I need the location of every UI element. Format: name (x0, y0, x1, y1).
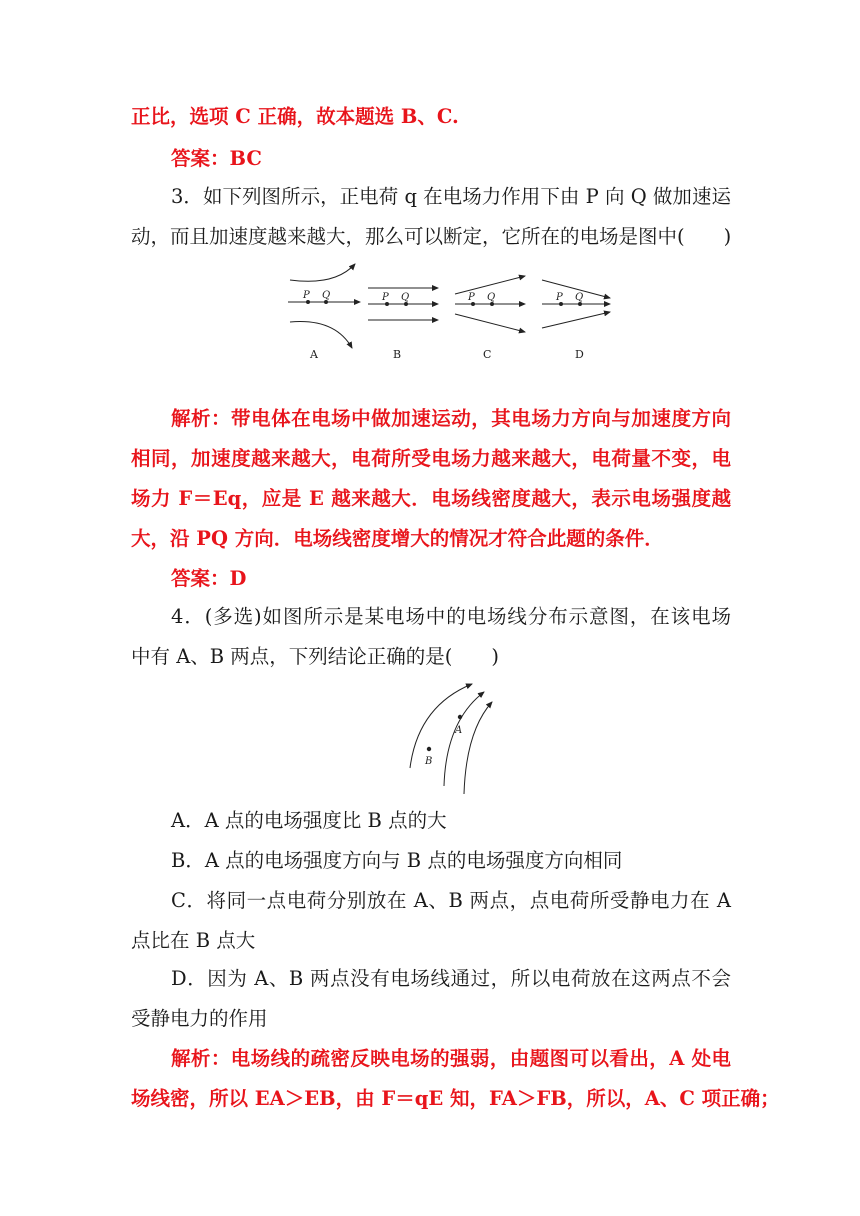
q3-label-p: P (556, 292, 563, 303)
q4-stem-line1: 4．(多选)如图所示是某电场中的电场线分布示意图，在该电场 (171, 605, 731, 628)
q4-analysis-line1: 解析：电场线的疏密反映电场的强弱，由题图可以看出，A 处电 (171, 1047, 731, 1070)
q4-label-b: B (425, 756, 433, 767)
q3-label-q: Q (401, 292, 410, 303)
q3-label-q: Q (322, 290, 331, 301)
q3-charge-points (306, 300, 582, 306)
q3-panel-d-lines (542, 280, 610, 328)
q3-stem-line1: 3．如下列图所示，正电荷 q 在电场力作用下由 P 向 Q 做加速运 (171, 185, 731, 208)
q3-analysis-line1: 解析：带电体在电场中做加速运动，其电场力方向与加速度方向 (171, 407, 731, 430)
q3-panel-label-c: C (483, 348, 492, 361)
q4-option-a: A．A 点的电场强度比 B 点的大 (171, 809, 447, 832)
q3-analysis-line4: 大，沿 PQ 方向．电场线密度增大的情况才符合此题的条件． (131, 527, 664, 550)
q4-analysis-line2: 场线密，所以 EA＞EB，由 F＝qE 知，FA＞FB，所以，A、C 项正确； (131, 1087, 780, 1110)
q4-field-line-figure (400, 676, 510, 798)
q3-label-p: P (382, 292, 389, 303)
q4-option-d-line2: 受静电力的作用 (131, 1007, 268, 1030)
q3-analysis-line3: 场力 F＝Eq，应是 E 越来越大．电场线密度越大，表示电场强度越 (131, 487, 731, 510)
q4-option-d-line1: D．因为 A、B 两点没有电场线通过，所以电荷放在这两点不会 (171, 967, 731, 990)
q3-label-q: Q (575, 292, 584, 303)
q4-point-a (458, 715, 462, 719)
q3-panel-label-a: A (310, 348, 318, 361)
q3-answer: 答案：D (171, 567, 247, 590)
q3-label-p: P (303, 290, 310, 301)
q3-field-line-figure (280, 258, 620, 368)
q4-option-c-line2: 点比在 B 点大 (131, 929, 256, 952)
q3-label-p: P (468, 292, 475, 303)
q4-label-a: A (455, 725, 463, 736)
q2-solution-tail: 正比，选项 C 正确，故本题选 B、C. (131, 105, 459, 128)
q3-stem-line2: 动，而且加速度越来越大，那么可以断定，它所在的电场是图中( ) (131, 225, 732, 248)
q4-option-c-line1: C．将同一点电荷分别放在 A、B 两点，点电荷所受静电力在 A (171, 889, 731, 912)
q4-option-b: B．A 点的电场强度方向与 B 点的电场强度方向相同 (171, 849, 623, 872)
q4-point-b (427, 747, 431, 751)
q2-answer: 答案：BC (171, 147, 262, 170)
q4-stem-line2: 中有 A、B 两点，下列结论正确的是( ) (131, 645, 500, 668)
q3-panel-label-d: D (575, 348, 584, 361)
q3-analysis-line2: 相同，加速度越来越大，电荷所受电场力越来越大，电荷量不变，电 (131, 447, 731, 470)
q4-field-lines (410, 684, 492, 794)
q3-label-q: Q (487, 292, 496, 303)
q3-panel-a-lines (288, 264, 360, 348)
q3-panel-label-b: B (393, 348, 402, 361)
